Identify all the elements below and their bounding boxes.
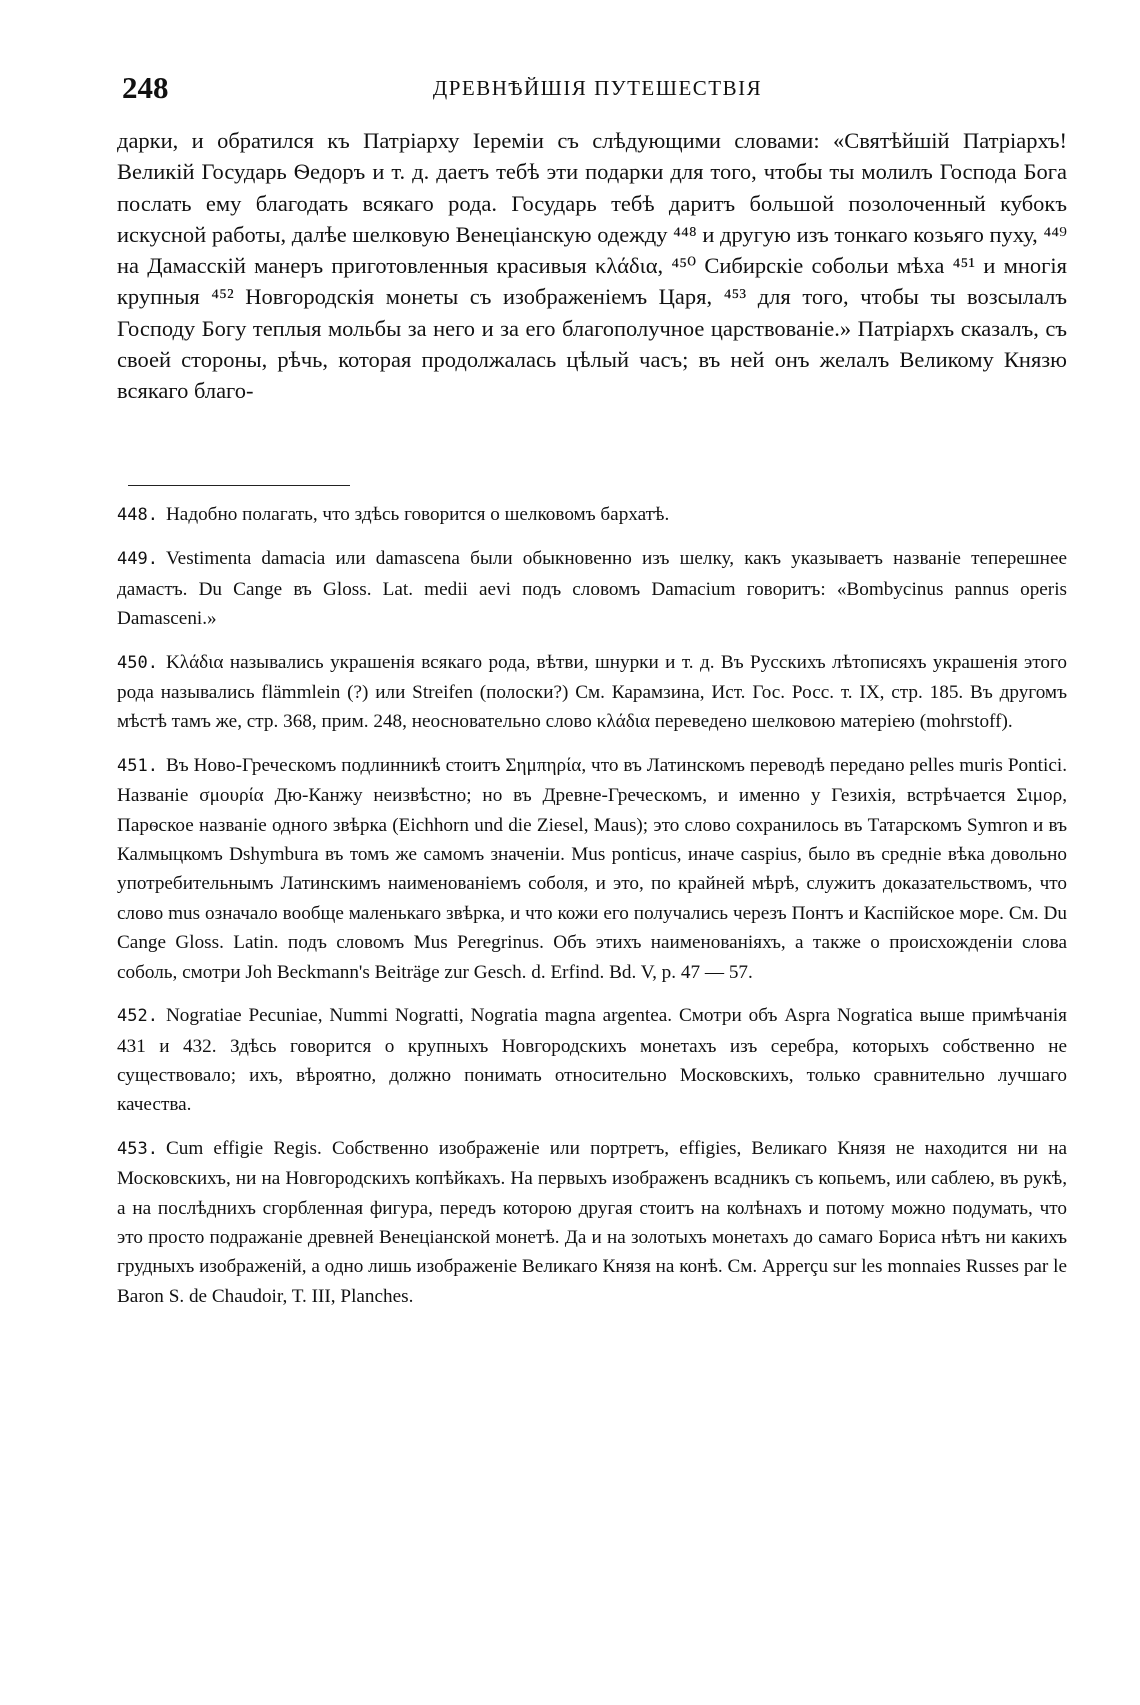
footnotes <box>117 500 1067 1325</box>
page-header <box>110 70 1085 110</box>
footnote-453 <box>117 1134 1067 1311</box>
footnote-451 <box>117 751 1067 987</box>
footnote-text: Въ Ново-Греческомъ подлинникѣ стоитъ Σημπηρία, что въ Латинскомъ переводѣ передано pelles muris Pontici. Названіе σμουρία Дю-Канжу неизвѣстно; но въ Древне-Греческомъ, и именно у Гезихія, встрѣчается Σιμορ, Парѳское названіе одного звѣрка (Eichhorn und die Ziesel, Maus); это слово сохранилось въ Татарскомъ Symron и въ Калмыцкомъ Dshymbura въ томъ же самомъ значеніи. Mus ponticus, иначе caspius, было въ средніе вѣка довольно употребительнымъ Латинскимъ наименованіемъ соболя, и это, по крайней мѣрѣ, служитъ доказательствомъ, что слово mus означало вообще маленькаго звѣрка, и что кожи его получались черезъ Понтъ и Каспійское море. См. Du Cange Gloss. Latin. подъ словомъ Mus Peregrinus. Объ этихъ наименованіяхъ, а также о происхожденіи слова соболь, смотри Joh Beckmann's Beiträge zur Gesch. d. Erfind. Bd. V, p. 47 — 57. <box>117 754 1067 983</box>
footnote-number: 452. <box>117 1006 158 1027</box>
footnote-number: 451. <box>117 755 158 776</box>
page-number: 248 <box>122 70 169 105</box>
footnote-number: 448. <box>117 505 158 525</box>
footnote-number: 450. <box>117 652 158 673</box>
footnote-450 <box>117 648 1067 737</box>
footnote-449 <box>117 544 1067 633</box>
footnote-452 <box>117 1001 1067 1120</box>
footnote-text: Надобно полагать, что здѣсь говорится о шелковомъ бархатѣ. <box>165 504 670 525</box>
footnote-text: Nogratiae Pecuniae, Nummi Nogratti, Nogratia magna argentea. Смотри объ Aspra Nogratica выше примѣчанія 431 и 432. Здѣсь говорится о крупныхъ Новгородскихъ монетахъ изъ серебра, которыхъ собственно не существовало; ихъ, вѣроятно, должно понимать относительно Московскихъ, только сравнительно лучшаго качества. <box>117 1005 1067 1116</box>
footnote-number: 449. <box>117 549 158 570</box>
footnote-separator <box>128 485 350 486</box>
main-text-block <box>117 125 1067 407</box>
footnote-text: Cum effigie Regis. Собственно изображеніе или портретъ, effigies, Великаго Князя не находится ни на Московскихъ, ни на Новгородскихъ копѣйкахъ. На первыхъ изображенъ всадникъ съ копьемъ, или саблею, въ рукѣ, а на послѣднихъ сгорбленная фигура, передъ которою другая стоитъ на колѣнахъ и потому можно подумать, что это просто подражаніе древней Венеціанской монетѣ. Да и на золотыхъ монетахъ до самаго Бориса нѣтъ ни какихъ грудныхъ изображеній, а одно лишь изображеніе Великаго Князя на конѣ. См. Apperçu sur les monnaies Russes par le Baron S. de Chaudoir, T. III, Planches. <box>117 1137 1067 1307</box>
footnote-number: 453. <box>117 1138 158 1159</box>
footnote-text: Κλάδια назывались украшенія всякаго рода, вѣтви, шнурки и т. д. Въ Русскихъ лѣтописяхъ украшенія этого рода назывались flämmlein (?) или Streifen (полоски?) См. Карамзина, Ист. Гос. Росс. т. IX, стр. 185. Въ другомъ мѣстѣ тамъ же, стр. 368, прим. 248, неосновательно слово κλάδια переведено шелковою матеріею (mohrstoff). <box>117 651 1067 733</box>
footnote-text: Vestimenta damacia или damascena были обыкновенно изъ шелку, какъ указываетъ названіе теперешнее дамастъ. Du Cange въ Gloss. Lat. medii aevi подъ словомъ Damacium говоритъ: «Bombycinus pannus operis Damasceni.» <box>117 548 1067 630</box>
footnote-448 <box>117 500 1067 530</box>
main-paragraph: дарки, и обратился къ Патріарху Іереміи съ слѣдующими словами: «Святѣйшій Патріархъ! Великій Государь Ѳедоръ и т. д. даетъ тебѣ эти подарки для того, чтобы ты молилъ Господа Бога послать ему благодать всякаго рода. Государь тебѣ даритъ большой позолоченный кубокъ искусной работы, далѣе шелковую Венеціанскую одежду ⁴⁴⁸ и другую изъ тонкаго козьяго пуху, ⁴⁴⁹ на Дамасскій манеръ приготовленныя красивыя κλάδια, ⁴⁵⁰ Сибирскіе собольи мѣха ⁴⁵¹ и многія крупныя ⁴⁵² Новгородскія монеты съ изображеніемъ Царя, ⁴⁵³ для того, чтобы ты возсылалъ Господу Богу теплыя мольбы за него и за его благополучное царствованіе.» Патріархъ сказалъ, съ своей стороны, рѣчь, которая продолжалась цѣлый часъ; въ ней онъ желалъ Великому Князю всякаго благо- <box>117 128 1067 404</box>
running-title: ДРЕВНѢЙШІЯ ПУТЕШЕСТВІЯ <box>432 76 763 100</box>
